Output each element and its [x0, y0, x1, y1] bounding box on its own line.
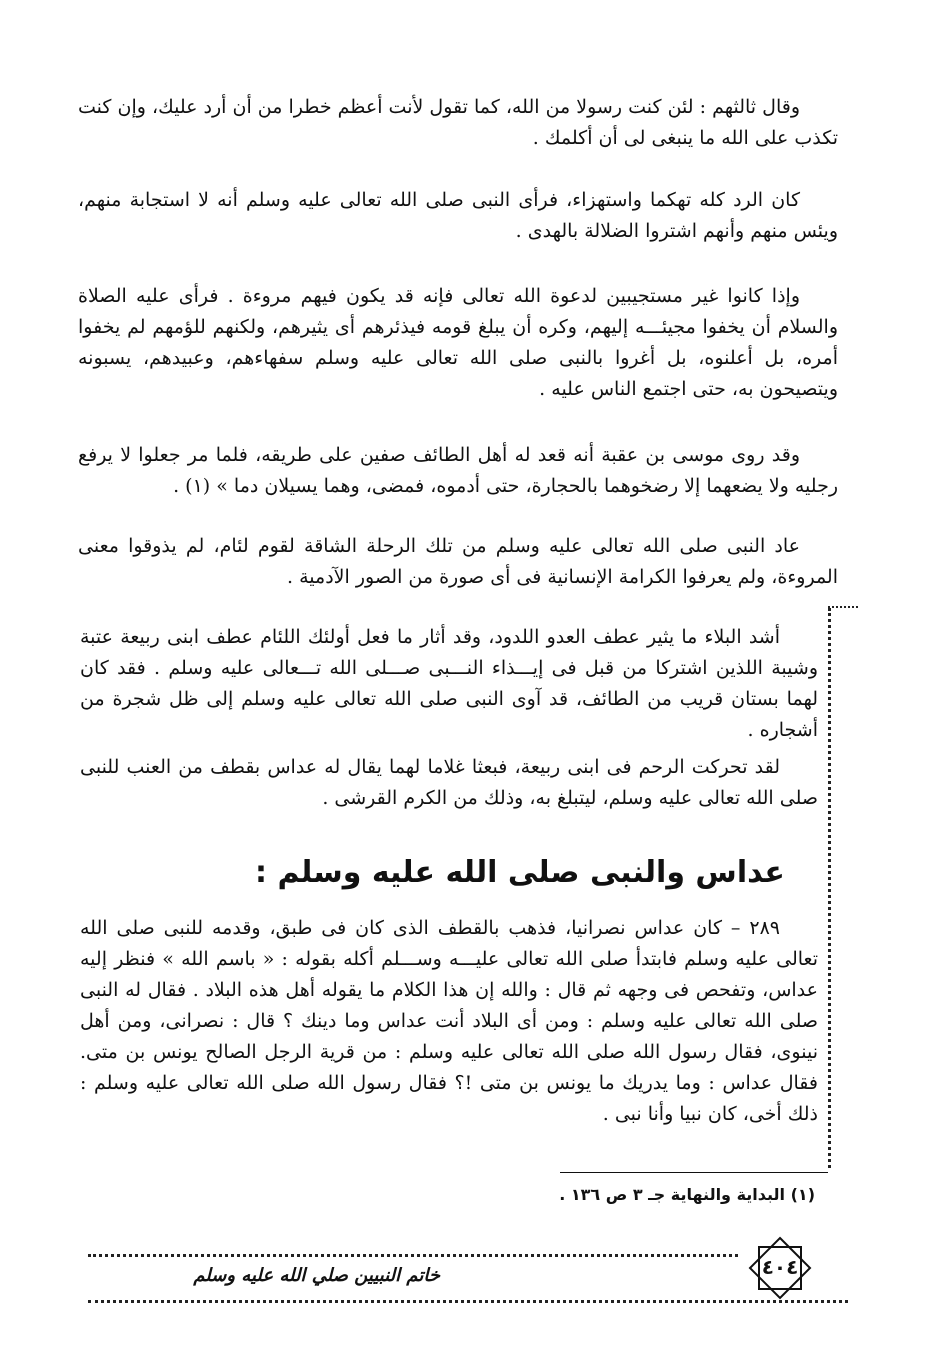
footer-rule-top	[88, 1254, 738, 1257]
paragraph-4: وقد روى موسى بن عقبة أنه قعد له أهل الطائف صفين على طريقه، فلما مر جعلوا لا يرفع رجليه ولا يضعهما إلا رضخوهما بالحجارة، حتى أدموه، فمضى، وهما يسيلان دما » (١) .	[78, 444, 838, 497]
section-heading: عداس والنبى صلى الله عليه وسلم :	[255, 855, 785, 890]
paragraph-2: كان الرد كله تهكما واستهزاء، فرأى النبى صلى الله تعالى عليه وسلم أنه لا استجابة منهم، ويئس منهم وأنهم اشتروا الضلالة بالهدى .	[78, 189, 838, 242]
footer-rule-bottom	[88, 1300, 848, 1303]
paragraph-7: لقد تحركت الرحم فى ابنى ربيعة، فبعثا غلاما لهما يقال له عداس بقطف من العنب للنبى صلى الله تعالى عليه وسلم، ليتبلغ به، وذلك من الكرم القرشى .	[80, 756, 818, 809]
paragraph-8: ٢٨٩ – كان عداس نصرانيا، فذهب بالقطف الذى كان فى طبق، وقدمه للنبى صلى الله تعالى عليه وسلم فابتدأ صلى الله تعالى عليـــه وســـلم أكله بقوله : « باسم الله » فنظر إليه عداس، وتفحص فى وجهه ثم قال : والله إن هذا الكلام ما يقوله أهل هذه البلاد . فقال له النبى صلى الله تعالى عليه وسلم : ومن أى البلاد أنت عداس وما دينك ؟ قال : نصرانى، ومن أهل نينوى، فقال رسول الله صلى الله تعالى عليه وسلم : من قرية الرجل الصالح يونس بن متى. فقال عداس : وما يدريك ما يونس بن متى !؟ فقال رسول الله صلى الله تعالى عليه وسلم : ذلك أخى، كان نبيا وأنا نبى .	[80, 917, 818, 1125]
section-border-cap	[828, 606, 858, 608]
running-title: خاتم النبيين صلي الله عليه وسلم	[193, 1265, 440, 1286]
paragraph-5: عاد النبى صلى الله تعالى عليه وسلم من تلك الرحلة الشاقة لقوم لئام، لم يذوقوا معنى المروءة، ولم يعرفوا الكرامة الإنسانية فى أى صورة من الصور الآدمية .	[78, 535, 838, 588]
paragraph-6: أشد البلاء ما يثير عطف العدو اللدود، وقد أثار ما فعل أولئك اللئام عطف ابنى ربيعة عتبة وشيبة اللذين اشتركا من قبل فى إيـــذاء النـــبى صـــلى الله تـــعالى عليه وسلم . فقد كان لهما بستان قريب من الطائف، قد آوى النبى صلى الله تعالى عليه وسلم إلى ظل شجرة من أشجاره .	[80, 626, 818, 741]
paragraph-3: وإذا كانوا غير مستجيبين لدعوة الله تعالى فإنه قد يكون فيهم مروءة . فرأى عليه الصلاة والسلام أن يخفوا مجيئـــه إليهم، وكره أن يبلغ قومه فيذئرهم أى يثيرهم، ولكنهم للؤمهم لم يخفوا أمره، بل أعلنوه، بل أغروا بالنبى صلى الله تعالى عليه وسلم سفهاءهم، وعبيدهم، يسبونه ويتصيحون به، حتى اجتمع الناس عليه .	[78, 285, 838, 400]
footnote: (١) البداية والنهاية جـ ٣ ص ١٣٦ .	[559, 1185, 815, 1204]
page-number: ٤٠٤	[761, 1255, 799, 1279]
paragraph-1: وقال ثالثهم : لئن كنت رسولا من الله، كما تقول لأنت أعظم خطرا من أن أرد عليك، وإن كنت تكذب على الله ما ينبغى لى أن أكلمك .	[78, 96, 838, 149]
footnote-rule	[560, 1172, 828, 1173]
